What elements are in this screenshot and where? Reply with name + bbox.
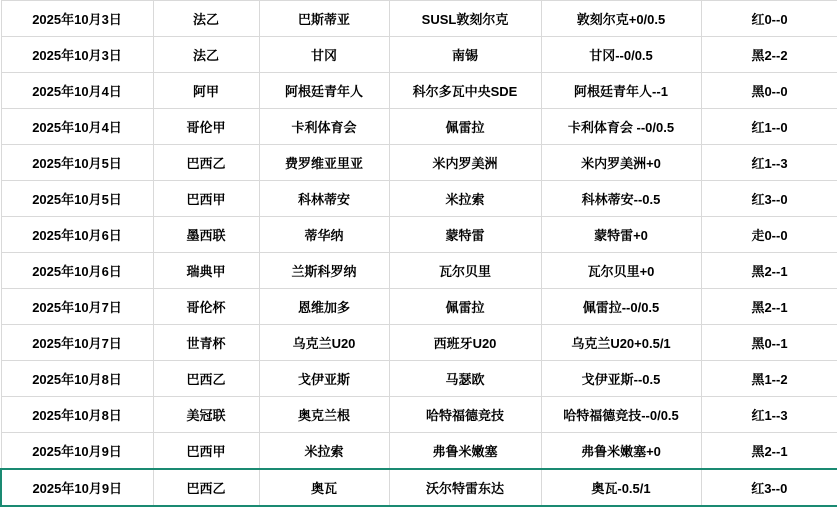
cell-handicap: 阿根廷青年人--1 xyxy=(541,73,701,109)
cell-away-team: 瓦尔贝里 xyxy=(389,253,541,289)
table-row xyxy=(1,1,837,37)
table-row xyxy=(1,217,837,253)
cell-handicap: 戈伊亚斯--0.5 xyxy=(541,361,701,397)
cell-away-team: 佩雷拉 xyxy=(389,109,541,145)
table-row xyxy=(1,361,837,397)
cell-home-team: 兰斯科罗纳 xyxy=(259,253,389,289)
cell-result: 红3--0 xyxy=(701,181,837,217)
cell-league: 瑞典甲 xyxy=(153,253,259,289)
cell-home-team: 奥克兰根 xyxy=(259,397,389,433)
cell-handicap: 科林蒂安--0.5 xyxy=(541,181,701,217)
cell-handicap: 佩雷拉--0/0.5 xyxy=(541,289,701,325)
cell-date: 2025年10月9日 xyxy=(1,469,153,506)
cell-home-team: 巴斯蒂亚 xyxy=(259,1,389,37)
cell-league: 巴西甲 xyxy=(153,181,259,217)
cell-league: 巴西乙 xyxy=(153,469,259,506)
cell-away-team: 蒙特雷 xyxy=(389,217,541,253)
cell-home-team: 乌克兰U20 xyxy=(259,325,389,361)
cell-league: 巴西甲 xyxy=(153,433,259,470)
table-row xyxy=(1,289,837,325)
cell-league: 世青杯 xyxy=(153,325,259,361)
table-row xyxy=(1,37,837,73)
cell-away-team: 米拉索 xyxy=(389,181,541,217)
table-row xyxy=(1,469,837,506)
cell-league: 哥伦杯 xyxy=(153,289,259,325)
cell-away-team: 弗鲁米嫩塞 xyxy=(389,433,541,470)
cell-handicap: 瓦尔贝里+0 xyxy=(541,253,701,289)
cell-result: 黑2--1 xyxy=(701,289,837,325)
table-row xyxy=(1,181,837,217)
cell-league: 美冠联 xyxy=(153,397,259,433)
cell-result: 黑2--1 xyxy=(701,253,837,289)
cell-date: 2025年10月6日 xyxy=(1,217,153,253)
cell-date: 2025年10月8日 xyxy=(1,361,153,397)
table-row xyxy=(1,253,837,289)
cell-away-team: 西班牙U20 xyxy=(389,325,541,361)
cell-handicap: 蒙特雷+0 xyxy=(541,217,701,253)
cell-handicap: 奥瓦-0.5/1 xyxy=(541,469,701,506)
cell-result: 黑2--2 xyxy=(701,37,837,73)
cell-home-team: 费罗维亚里亚 xyxy=(259,145,389,181)
cell-result: 红1--3 xyxy=(701,145,837,181)
cell-result: 黑0--1 xyxy=(701,325,837,361)
cell-league: 法乙 xyxy=(153,37,259,73)
cell-date: 2025年10月7日 xyxy=(1,289,153,325)
table-row xyxy=(1,433,837,470)
cell-away-team: 哈特福德竞技 xyxy=(389,397,541,433)
cell-away-team: 南锡 xyxy=(389,37,541,73)
cell-home-team: 戈伊亚斯 xyxy=(259,361,389,397)
cell-result: 红1--3 xyxy=(701,397,837,433)
cell-home-team: 阿根廷青年人 xyxy=(259,73,389,109)
cell-handicap: 哈特福德竞技--0/0.5 xyxy=(541,397,701,433)
cell-home-team: 蒂华纳 xyxy=(259,217,389,253)
cell-result: 红3--0 xyxy=(701,469,837,506)
cell-away-team: 沃尔特雷东达 xyxy=(389,469,541,506)
table-row xyxy=(1,109,837,145)
cell-date: 2025年10月6日 xyxy=(1,253,153,289)
cell-league: 巴西乙 xyxy=(153,361,259,397)
table-row xyxy=(1,325,837,361)
cell-away-team: 米内罗美洲 xyxy=(389,145,541,181)
cell-date: 2025年10月3日 xyxy=(1,37,153,73)
cell-result: 黑1--2 xyxy=(701,361,837,397)
cell-result: 黑0--0 xyxy=(701,73,837,109)
table-row xyxy=(1,73,837,109)
cell-league: 巴西乙 xyxy=(153,145,259,181)
cell-date: 2025年10月5日 xyxy=(1,181,153,217)
table-row xyxy=(1,397,837,433)
cell-home-team: 甘冈 xyxy=(259,37,389,73)
cell-home-team: 奥瓦 xyxy=(259,469,389,506)
cell-result: 黑2--1 xyxy=(701,433,837,470)
cell-result: 红0--0 xyxy=(701,1,837,37)
cell-result: 走0--0 xyxy=(701,217,837,253)
cell-date: 2025年10月9日 xyxy=(1,433,153,470)
cell-away-team: 科尔多瓦中央SDE xyxy=(389,73,541,109)
cell-handicap: 弗鲁米嫩塞+0 xyxy=(541,433,701,470)
cell-handicap: 米内罗美洲+0 xyxy=(541,145,701,181)
cell-home-team: 卡利体育会 xyxy=(259,109,389,145)
cell-home-team: 米拉索 xyxy=(259,433,389,470)
cell-date: 2025年10月4日 xyxy=(1,73,153,109)
cell-date: 2025年10月3日 xyxy=(1,1,153,37)
cell-date: 2025年10月8日 xyxy=(1,397,153,433)
cell-home-team: 恩维加多 xyxy=(259,289,389,325)
cell-date: 2025年10月5日 xyxy=(1,145,153,181)
cell-league: 墨西联 xyxy=(153,217,259,253)
cell-away-team: 佩雷拉 xyxy=(389,289,541,325)
cell-league: 阿甲 xyxy=(153,73,259,109)
cell-away-team: SUSL敦刻尔克 xyxy=(389,1,541,37)
match-results-body xyxy=(1,1,837,507)
cell-date: 2025年10月7日 xyxy=(1,325,153,361)
cell-date: 2025年10月4日 xyxy=(1,109,153,145)
cell-handicap: 甘冈--0/0.5 xyxy=(541,37,701,73)
table-row xyxy=(1,145,837,181)
cell-away-team: 马瑟欧 xyxy=(389,361,541,397)
cell-league: 法乙 xyxy=(153,1,259,37)
cell-handicap: 敦刻尔克+0/0.5 xyxy=(541,1,701,37)
cell-league: 哥伦甲 xyxy=(153,109,259,145)
cell-handicap: 乌克兰U20+0.5/1 xyxy=(541,325,701,361)
cell-result: 红1--0 xyxy=(701,109,837,145)
cell-home-team: 科林蒂安 xyxy=(259,181,389,217)
cell-handicap: 卡利体育会 --0/0.5 xyxy=(541,109,701,145)
